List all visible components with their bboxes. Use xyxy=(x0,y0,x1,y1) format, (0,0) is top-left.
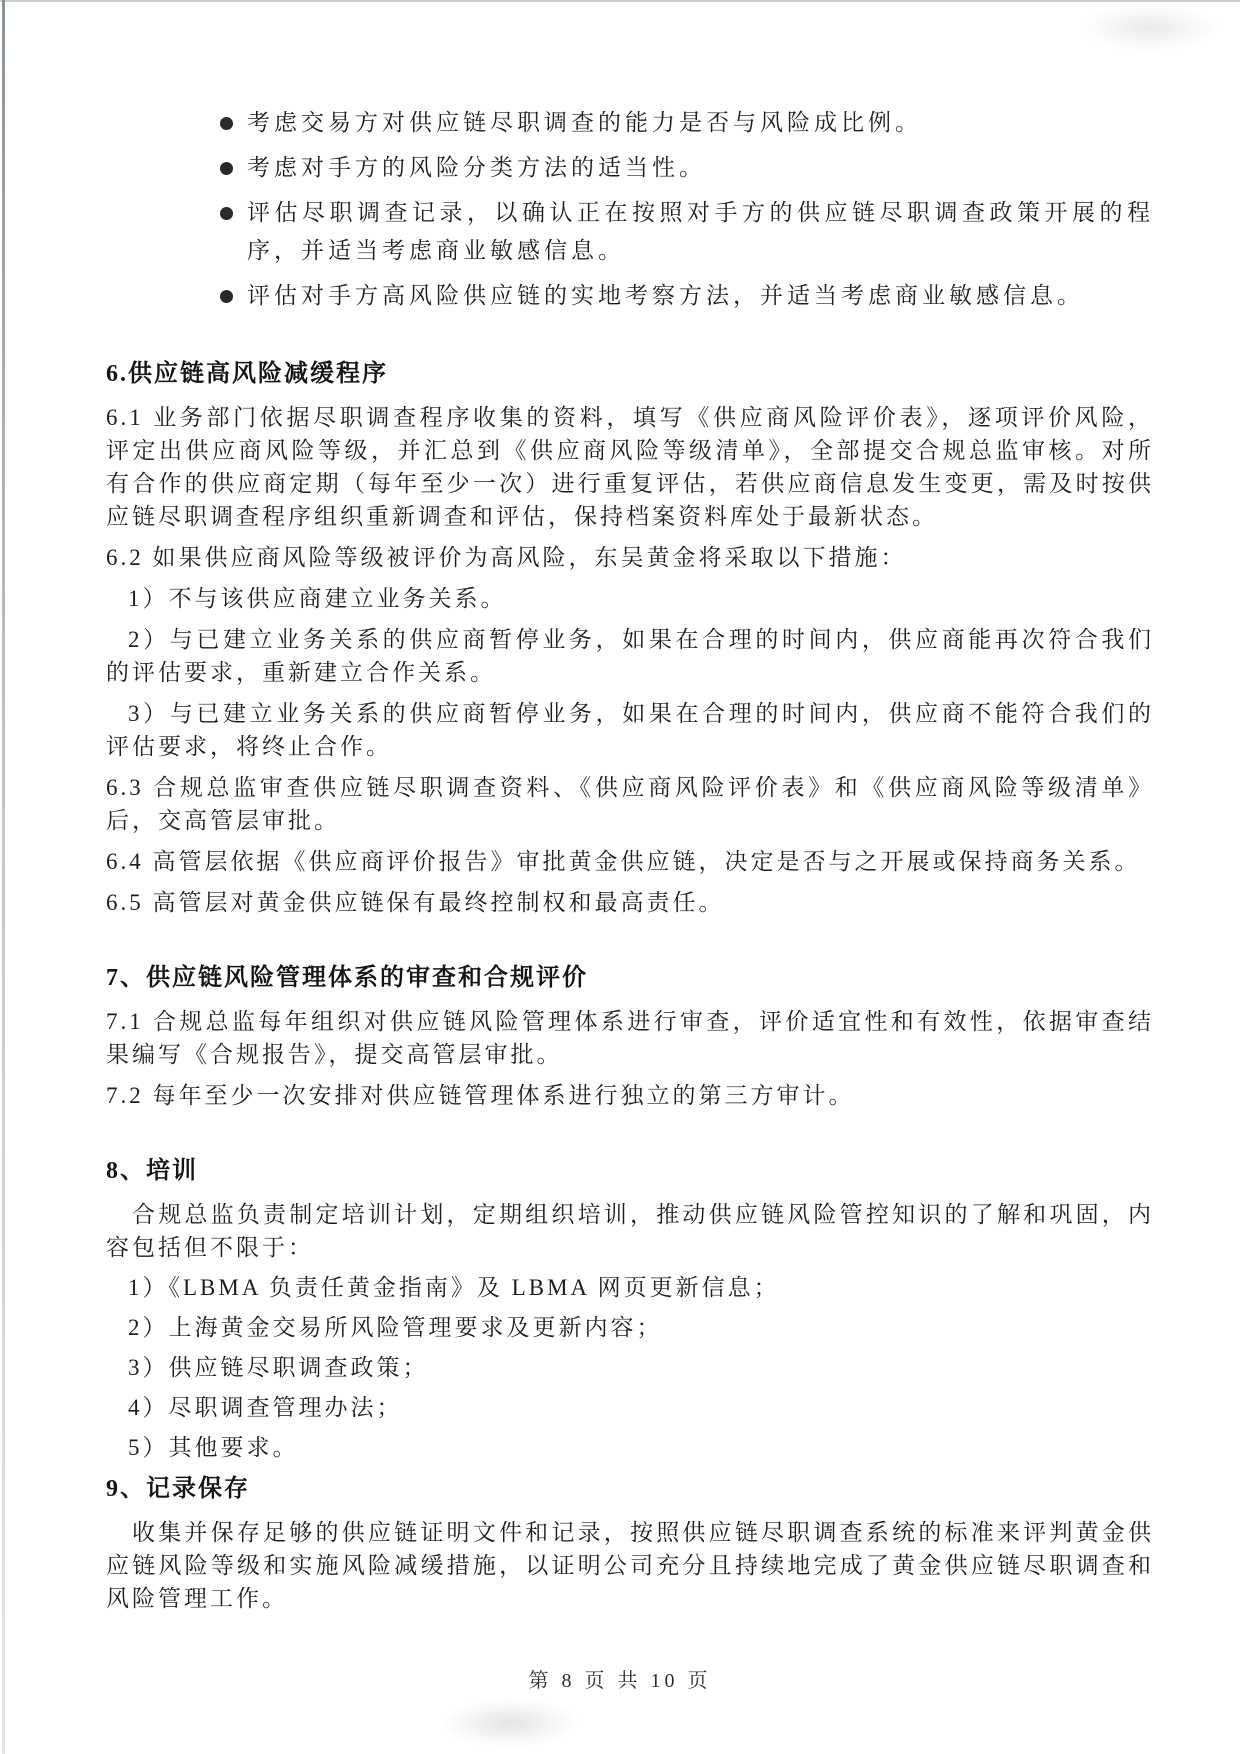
list-item xyxy=(220,104,1154,142)
bullet-list xyxy=(220,104,1154,315)
bullet-icon xyxy=(220,290,233,303)
scan-artifact-left-edge xyxy=(2,0,5,1754)
list-item: 2）与已建立业务关系的供应商暂停业务，如果在合理的时间内，供应商能再次符合我们的评估要求，重新建立合作关系。 xyxy=(106,627,1154,685)
bullet-text: 考虑交易方对供应链尽职调查的能力是否与风险成比例。 xyxy=(247,110,922,135)
list-item: 1）《LBMA 负责任黄金指南》及 LBMA 网页更新信息； xyxy=(128,1275,780,1300)
list-item xyxy=(220,149,1154,187)
bullet-icon xyxy=(220,207,233,220)
list-item xyxy=(220,194,1154,270)
list-item: 3）供应链尽职调查政策； xyxy=(128,1355,429,1380)
bullet-text: 评估对手方高风险供应链的实地考察方法，并适当考虑商业敏感信息。 xyxy=(247,283,1084,308)
scan-artifact-smudge xyxy=(1080,4,1220,52)
paragraph-6-4: 6.4 高管层依据《供应商评价报告》审批黄金供应链，决定是否与之开展或保持商务关系。 xyxy=(106,849,1141,874)
scan-artifact-top-edge xyxy=(0,0,1240,2)
bullet-text: 考虑对手方的风险分类方法的适当性。 xyxy=(247,155,706,180)
paragraph-6-3: 6.3 合规总监审查供应链尽职调查资料、《供应商风险评价表》和《供应商风险等级清单》后，交高管层审批。 xyxy=(106,775,1154,833)
paragraph-7-2: 7.2 每年至少一次安排对供应链管理体系进行独立的第三方审计。 xyxy=(106,1083,855,1108)
bullet-icon xyxy=(220,117,233,130)
list-item: 1）不与该供应商建立业务关系。 xyxy=(128,586,507,611)
list-item: 2）上海黄金交易所风险管理要求及更新内容； xyxy=(128,1315,663,1340)
section-6-heading: 6.供应链高风险减缓程序 xyxy=(106,361,388,387)
list-item: 5）其他要求。 xyxy=(128,1435,299,1460)
section-7-heading: 7、供应链风险管理体系的审查和合规评价 xyxy=(106,965,588,991)
scan-artifact-smudge xyxy=(440,1698,580,1748)
page-content xyxy=(106,104,1154,1615)
list-item: 4）尽职调查管理办法； xyxy=(128,1395,403,1420)
page-number: 第 8 页 共 10 页 xyxy=(528,1670,712,1692)
paragraph-6-2: 6.2 如果供应商风险等级被评价为高风险，东吴黄金将采取以下措施： xyxy=(106,545,907,570)
list-item xyxy=(220,277,1154,315)
bullet-text: 评估尽职调查记录，以确认正在按照对手方的供应链尽职调查政策开展的程序，并适当考虑商业敏感信息。 xyxy=(247,200,1154,263)
section-9-heading: 9、记录保存 xyxy=(106,1476,250,1502)
paragraph-6-5: 6.5 高管层对黄金供应链保有最终控制权和最高责任。 xyxy=(106,890,725,915)
list-item: 3）与已建立业务关系的供应商暂停业务，如果在合理的时间内，供应商不能符合我们的评估要求，将终止合作。 xyxy=(106,701,1154,759)
paragraph-7-1: 7.1 合规总监每年组织对供应链风险管理体系进行审查，评价适宜性和有效性，依据审查结果编写《合规报告》，提交高管层审批。 xyxy=(106,1009,1154,1067)
paragraph-6-1: 6.1 业务部门依据尽职调查程序收集的资料，填写《供应商风险评价表》，逐项评价风险，评定出供应商风险等级，并汇总到《供应商风险等级清单》，全部提交合规总监审核。对所有合作的供应商定期（每年至少一次）进行重复评估，若供应商信息发生变更，需及时按供应链尽职调查程序组织重新调查和评估，保持档案资料库处于最新状态。 xyxy=(106,405,1154,529)
section-8-heading: 8、培训 xyxy=(106,1158,198,1184)
bullet-icon xyxy=(220,162,233,175)
paragraph-8-intro: 合规总监负责制定培训计划，定期组织培训，推动供应链风险管控知识的了解和巩固，内容包括但不限于： xyxy=(106,1202,1154,1260)
paragraph-9-body: 收集并保存足够的供应链证明文件和记录，按照供应链尽职调查系统的标准来评判黄金供应链风险等级和实施风险减缓措施，以证明公司充分且持续地完成了黄金供应链尽职调查和风险管理工作。 xyxy=(106,1520,1154,1611)
